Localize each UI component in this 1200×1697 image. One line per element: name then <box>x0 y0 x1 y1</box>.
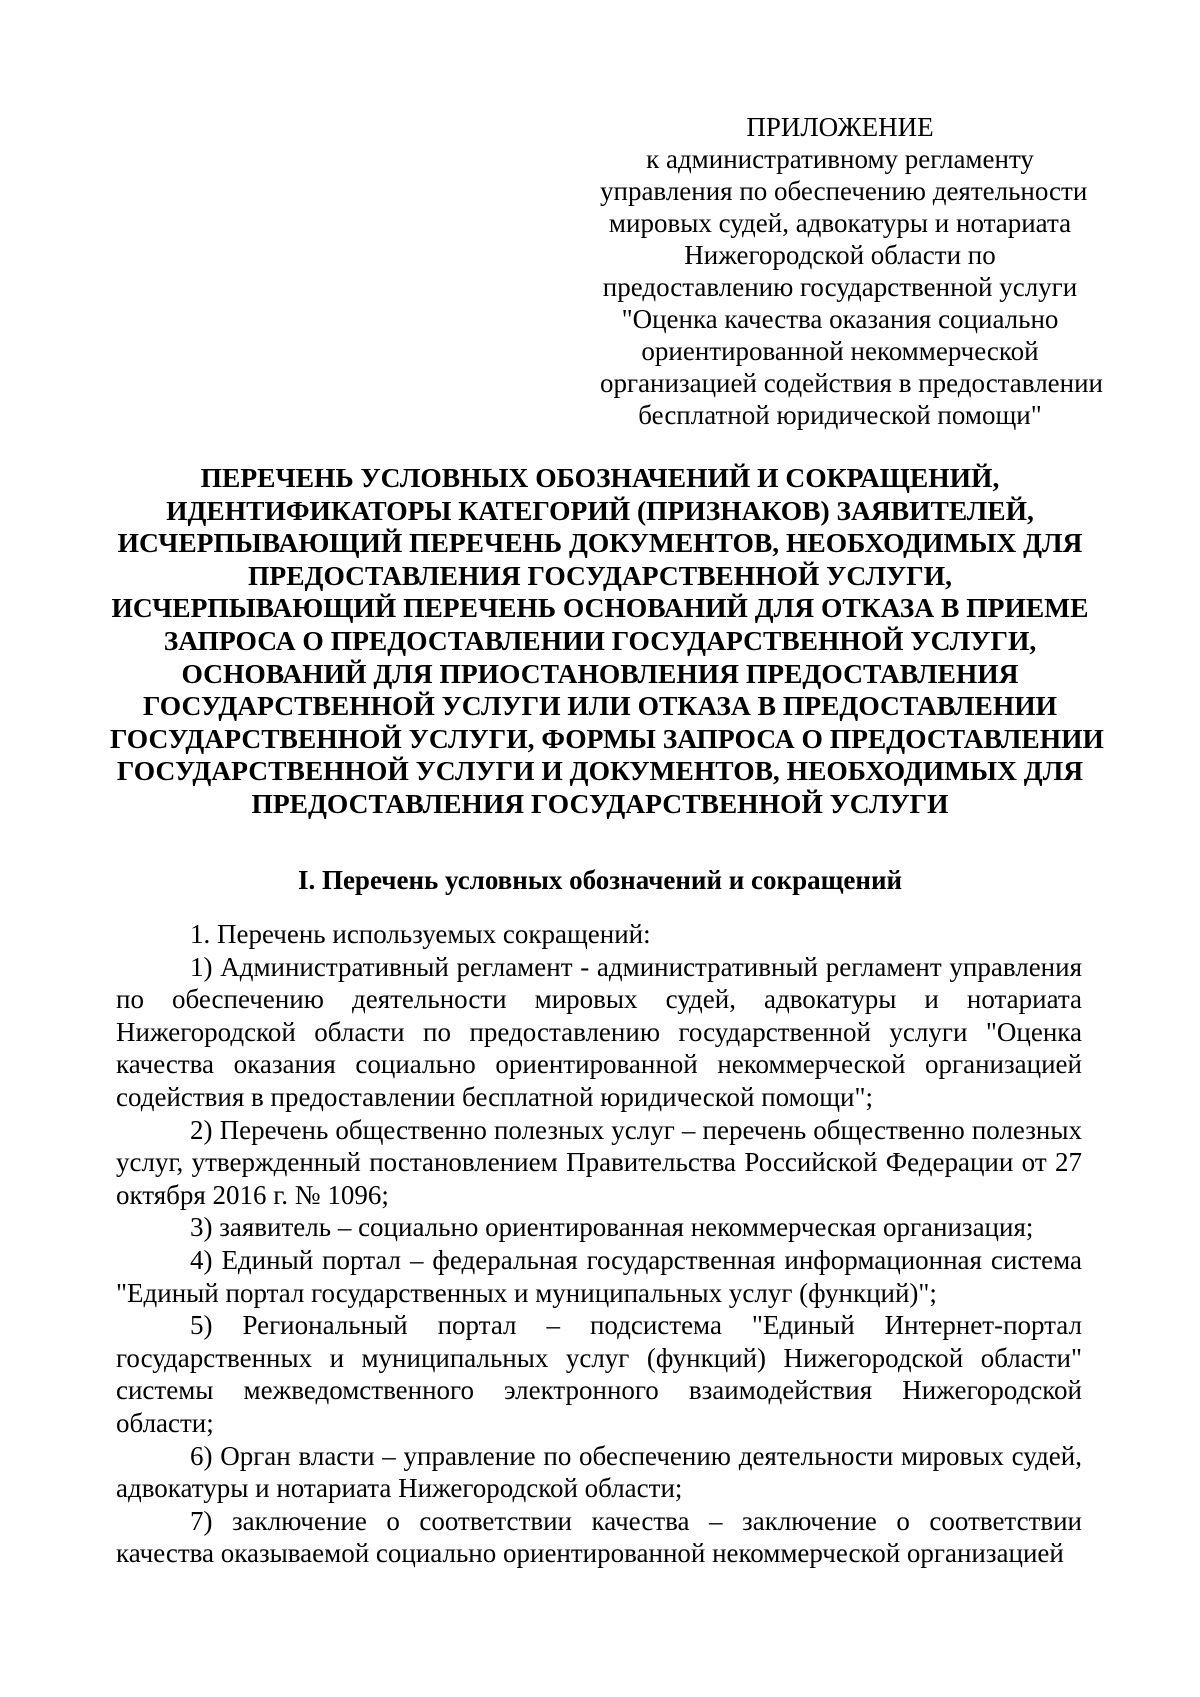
title-line: ИСЧЕРПЫВАЮЩИЙ ПЕРЕЧЕНЬ ДОКУМЕНТОВ, НЕОБХОДИМЫХ ДЛЯ <box>117 527 1083 559</box>
title-line: ПРЕДОСТАВЛЕНИЯ ГОСУДАРСТВЕННОЙ УСЛУГИ, <box>248 559 952 591</box>
body-paragraph: 3) заявитель – социально ориентированная некоммерческая организация; <box>190 1212 1034 1243</box>
appendix-block <box>600 111 1103 431</box>
appendix-line: мировых судей, адвокатуры и нотариата <box>608 208 1072 238</box>
title-line: ИДЕНТИФИКАТОРЫ КАТЕГОРИЙ (ПРИЗНАКОВ) ЗАЯВИТЕЛЕЙ, <box>166 494 1034 526</box>
appendix-line: управления по обеспечению деятельности <box>600 176 1088 206</box>
title-line: ПЕРЕЧЕНЬ УСЛОВНЫХ ОБОЗНАЧЕНИЙ И СОКРАЩЕНИЙ, <box>200 462 1000 493</box>
body-paragraph: 5) Региональный портал – подсистема "Единый Интернет-портал государственных и муниципальных услуг (функций) Нижегородской области" системы межведомственного электронного взаимодействия Нижегородской области; <box>116 1310 1082 1438</box>
appendix-heading: ПРИЛОЖЕНИЕ <box>746 112 934 142</box>
title-line: ОСНОВАНИЙ ДЛЯ ПРИОСТАНОВЛЕНИЯ ПРЕДОСТАВЛЕНИЯ <box>181 657 1019 689</box>
appendix-line: ориентированной некоммерческой <box>641 336 1039 366</box>
body-paragraph: 2) Перечень общественно полезных услуг – перечень общественно полезных услуг, утвержденный постановлением Правительства Российской Федерации от 27 октября 2016 г. № 1096; <box>116 1114 1082 1210</box>
appendix-line: организацией содействия в предоставлении <box>600 368 1103 398</box>
document-title <box>110 462 1104 821</box>
appendix-line: Нижегородской области по <box>684 240 996 270</box>
body-paragraph: 4) Единый портал – федеральная государственная информационная система "Единый портал государственных и муниципальных услуг (функций)"; <box>116 1244 1082 1308</box>
section-heading: I. Перечень условных обозначений и сокращений <box>297 865 903 895</box>
appendix-line: к административному регламенту <box>646 144 1034 174</box>
title-line: ГОСУДАРСТВЕННОЙ УСЛУГИ, ФОРМЫ ЗАПРОСА О ПРЕДОСТАВЛЕНИИ <box>110 722 1104 754</box>
appendix-line: "Оценка качества оказания социально <box>621 304 1059 334</box>
title-line: ГОСУДАРСТВЕННОЙ УСЛУГИ И ДОКУМЕНТОВ, НЕОБХОДИМЫХ ДЛЯ <box>116 755 1084 787</box>
document-body <box>116 918 1082 1570</box>
appendix-line: предоставлению государственной услуги <box>602 272 1078 302</box>
body-paragraph: 1. Перечень используемых сокращений: <box>190 919 651 949</box>
body-paragraph: 1) Административный регламент - административный регламент управления по обеспечению деятельности мировых судей, адвокатуры и нотариата Нижегородской области по предоставлению государственной услуги "Оценка качества оказания социально ориентированной некоммерческой организацией содействия в предоставлении бесплатной юридической помощи"; <box>116 951 1082 1112</box>
body-paragraph: 6) Орган власти – управление по обеспечению деятельности мировых судей, адвокатуры и нотариата Нижегородской области; <box>116 1440 1082 1504</box>
title-line: ПРЕДОСТАВЛЕНИЯ ГОСУДАРСТВЕННОЙ УСЛУГИ <box>251 787 949 819</box>
title-line: ЗАПРОСА О ПРЕДОСТАВЛЕНИИ ГОСУДАРСТВЕННОЙ УСЛУГИ, <box>163 624 1037 656</box>
appendix-line: бесплатной юридической помощи" <box>638 400 1042 430</box>
title-line: ИСЧЕРПЫВАЮЩИЙ ПЕРЕЧЕНЬ ОСНОВАНИЙ ДЛЯ ОТКАЗА В ПРИЕМЕ <box>111 592 1089 624</box>
title-line: ГОСУДАРСТВЕННОЙ УСЛУГИ ИЛИ ОТКАЗА В ПРЕДОСТАВЛЕНИИ <box>142 690 1058 722</box>
body-paragraph: 7) заключение о соответствии качества – заключение о соответствии качества оказываемой социально ориентированной некоммерческой организацией <box>116 1505 1082 1569</box>
